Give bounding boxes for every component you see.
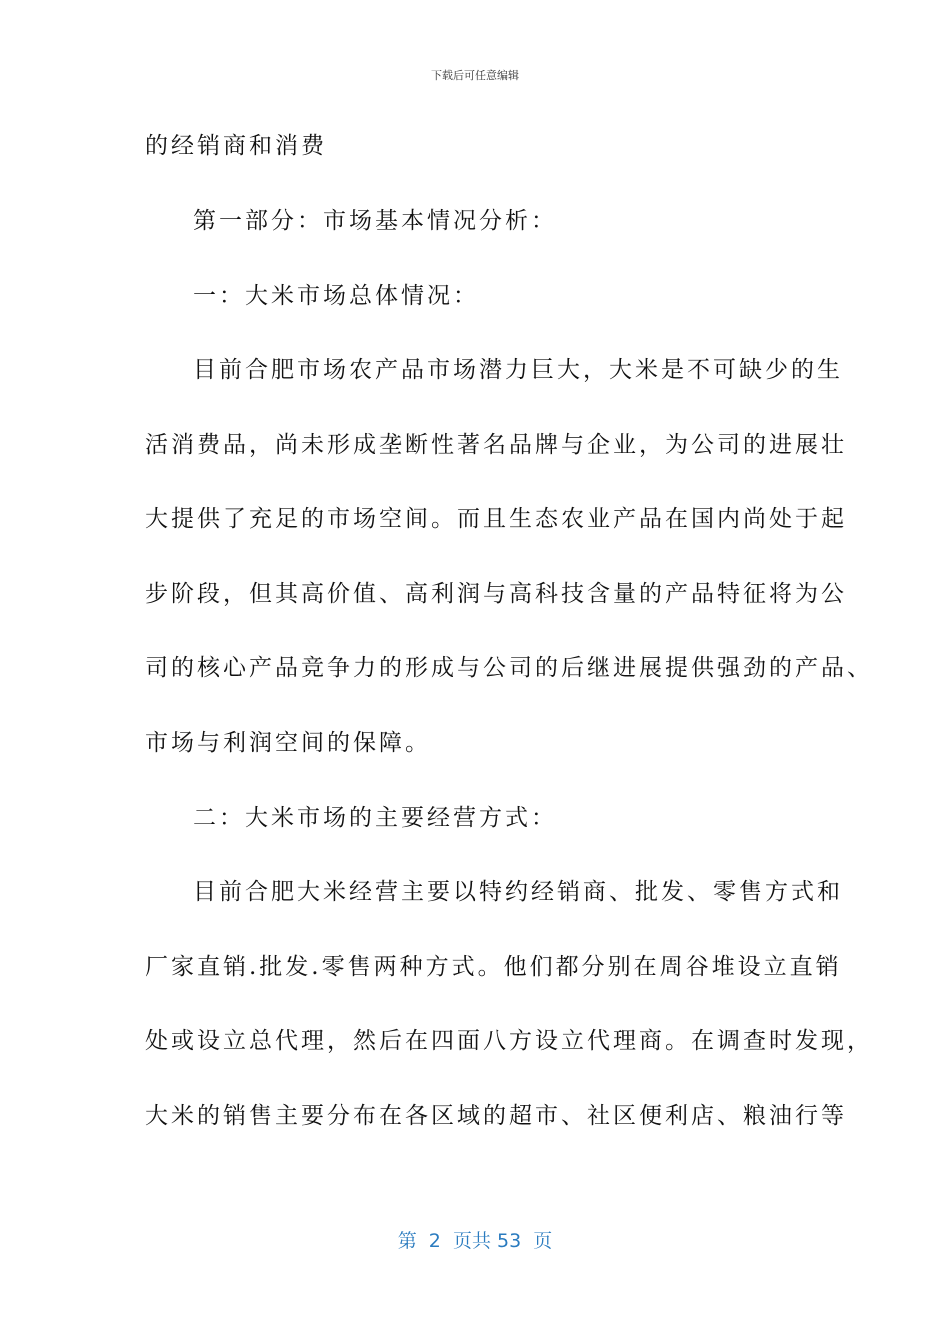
text-line: 步阶段，但其高价值、高利润与高科技含量的产品特征将为公 (145, 581, 847, 607)
text-line: 处或设立总代理，然后在四面八方设立代理商。在调查时发现， (145, 1028, 873, 1054)
section-heading: 第一部分：市场基本情况分析： (193, 208, 557, 234)
page-number-footer: 第 2 页共 53 页 (397, 1230, 553, 1252)
text-line: 大提供了充足的市场空间。而且生态农业产品在国内尚处于起 (145, 506, 847, 532)
subsection-heading: 二：大米市场的主要经营方式： (193, 805, 557, 831)
text-line: 厂家直销.批发.零售两种方式。他们都分别在周谷堆设立直销 (145, 954, 842, 980)
subsection-heading: 一：大米市场总体情况： (193, 283, 479, 309)
page-header: 下载后可任意编辑 (431, 69, 519, 82)
text-line: 大米的销售主要分布在各区域的超市、社区便利店、粮油行等 (145, 1103, 847, 1129)
text-line: 市场与利润空间的保障。 (145, 730, 431, 756)
text-line: 目前合肥市场农产品市场潜力巨大，大米是不可缺少的生 (193, 357, 843, 383)
text-line: 目前合肥大米经营主要以特约经销商、批发、零售方式和 (193, 879, 843, 905)
text-line: 活消费品，尚未形成垄断性著名品牌与企业，为公司的进展壮 (145, 432, 847, 458)
text-line: 的经销商和消费 (145, 133, 327, 159)
text-line: 司的核心产品竞争力的形成与公司的后继进展提供强劲的产品、 (145, 655, 873, 681)
